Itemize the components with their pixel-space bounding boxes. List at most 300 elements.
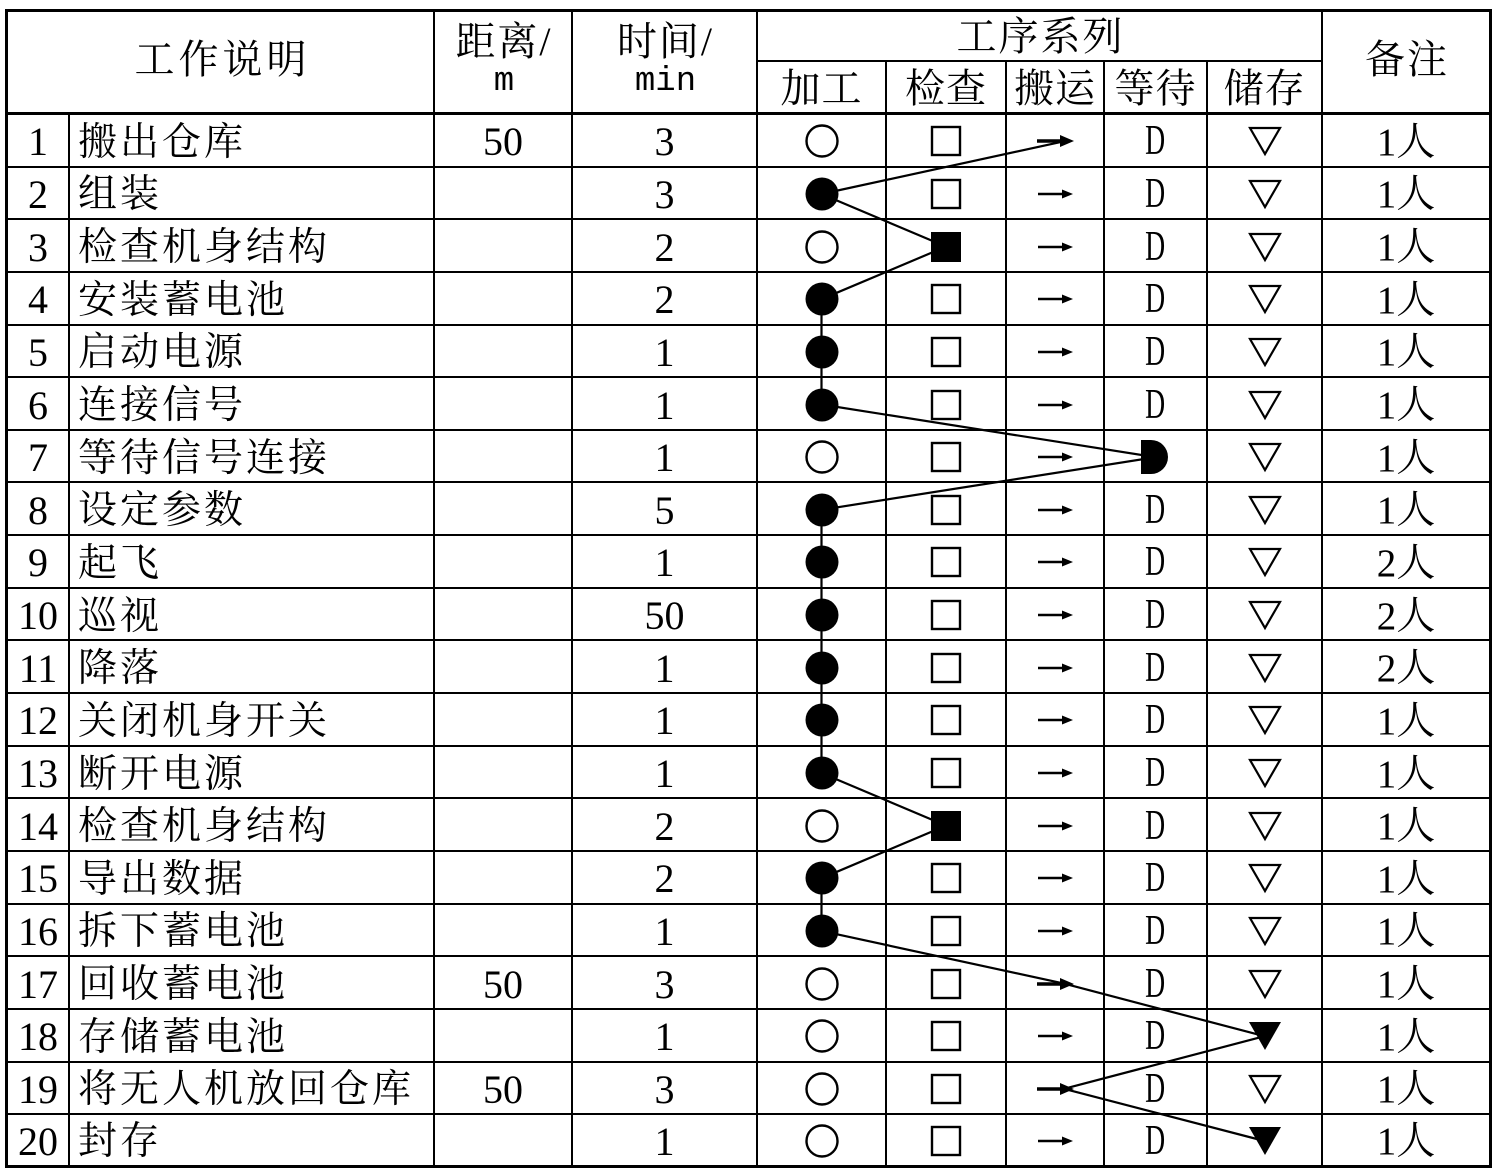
arrow-right-icon [1035, 385, 1075, 425]
time-cell [573, 589, 758, 642]
row-number-text: 4 [28, 277, 48, 323]
storage-cell [1208, 905, 1323, 958]
row-number-text: 17 [18, 961, 58, 1007]
remarks-cell-text: 1人 [1376, 331, 1436, 375]
inspection-cell [887, 273, 1007, 326]
step-description-text: 起飞 [78, 541, 163, 585]
row-number-text: 19 [18, 1066, 58, 1112]
circle-outline-icon [802, 1069, 842, 1109]
circle-outline-icon [802, 806, 842, 846]
time-cell [573, 483, 758, 536]
distance-cell [435, 1115, 573, 1168]
remarks-cell [1323, 641, 1492, 694]
transport-cell [1007, 799, 1105, 852]
process-flow-table [5, 9, 1492, 1168]
transport-cell [1007, 1010, 1105, 1063]
square-outline-icon [926, 385, 966, 425]
operation-cell [758, 589, 887, 642]
step-description [70, 1063, 435, 1116]
square-outline-icon [926, 964, 966, 1004]
delay-cell [1105, 1010, 1208, 1063]
circle-filled-icon [802, 648, 842, 688]
header-delay-text: 等待 [1114, 66, 1197, 111]
header-transport-text: 搬运 [1014, 66, 1096, 111]
square-outline-icon [926, 911, 966, 951]
header-operation-text: 加工 [780, 66, 863, 111]
row-number [8, 483, 70, 536]
remarks-cell [1323, 168, 1492, 221]
triangle-down-outline-icon [1245, 753, 1285, 793]
row-number-text: 14 [18, 803, 58, 849]
remarks-cell [1323, 1115, 1492, 1168]
triangle-down-outline-icon [1245, 490, 1285, 530]
operation-cell [758, 799, 887, 852]
distance-cell [435, 326, 573, 379]
circle-filled-icon [802, 911, 842, 951]
inspection-cell [887, 1063, 1007, 1116]
step-description [70, 1115, 435, 1168]
inspection-cell [887, 483, 1007, 536]
square-outline-icon [926, 279, 966, 319]
time-cell-text: 1 [654, 908, 675, 954]
header-distance-stack [455, 19, 553, 102]
step-description [70, 273, 435, 326]
triangle-down-outline-icon [1245, 385, 1285, 425]
time-cell-text: 3 [654, 119, 675, 165]
time-cell-text: 3 [654, 1066, 675, 1112]
operation-cell [758, 1063, 887, 1116]
square-outline-icon [926, 1016, 966, 1056]
remarks-cell-text: 1人 [1376, 226, 1436, 270]
step-description [70, 747, 435, 800]
row-number-text: 11 [18, 645, 58, 691]
row-number [8, 747, 70, 800]
step-description-text: 设定参数 [78, 489, 247, 533]
distance-cell [435, 483, 573, 536]
storage-cell [1208, 957, 1323, 1010]
inspection-cell [887, 1115, 1007, 1168]
delay-d-glyph: D [1145, 539, 1166, 586]
inspection-cell [887, 168, 1007, 221]
delay-cell [1105, 799, 1208, 852]
operation-cell [758, 1115, 887, 1168]
distance-cell [435, 431, 573, 484]
delay-d-glyph: D [1145, 1117, 1166, 1164]
step-description [70, 431, 435, 484]
transport-cell [1007, 694, 1105, 747]
remarks-cell [1323, 1010, 1492, 1063]
header-job-description-text: 工作说明 [134, 37, 311, 82]
triangle-down-outline-icon [1245, 121, 1285, 161]
circle-filled-icon [802, 700, 842, 740]
distance-cell [435, 1063, 573, 1116]
remarks-cell [1323, 431, 1492, 484]
remarks-cell-text: 1人 [1376, 752, 1436, 796]
step-description [70, 168, 435, 221]
arrow-right-icon [1035, 858, 1075, 898]
arrow-right-icon [1035, 1121, 1075, 1161]
header-job-description [8, 12, 435, 115]
storage-cell [1208, 1115, 1323, 1168]
remarks-cell [1323, 799, 1492, 852]
triangle-down-outline-icon [1245, 332, 1285, 372]
arrow-right-bold-icon [1035, 964, 1075, 1004]
step-description [70, 799, 435, 852]
operation-cell [758, 220, 887, 273]
arrow-right-icon [1035, 332, 1075, 372]
triangle-down-outline-icon [1245, 437, 1285, 477]
delay-d-glyph: D [1145, 644, 1166, 691]
row-number-text: 8 [28, 487, 48, 533]
delay-d-glyph: D [1145, 960, 1166, 1007]
remarks-cell-text: 1人 [1376, 173, 1436, 217]
arrow-right-bold-icon [1035, 121, 1075, 161]
row-number [8, 694, 70, 747]
arrow-right-icon [1035, 437, 1075, 477]
delay-cell [1105, 220, 1208, 273]
arrow-right-icon [1035, 648, 1075, 688]
row-number [8, 378, 70, 431]
header-time-text: 时间/ [616, 19, 715, 64]
row-number-text: 5 [28, 329, 48, 375]
inspection-cell [887, 220, 1007, 273]
header-time-stack [616, 19, 715, 102]
time-cell-text: 2 [654, 277, 675, 323]
circle-filled-icon [802, 595, 842, 635]
row-number [8, 905, 70, 958]
time-cell [573, 905, 758, 958]
time-cell [573, 694, 758, 747]
distance-cell [435, 747, 573, 800]
arrow-right-icon [1035, 227, 1075, 267]
operation-cell [758, 1010, 887, 1063]
square-outline-icon [926, 858, 966, 898]
storage-cell [1208, 115, 1323, 168]
transport-cell [1007, 378, 1105, 431]
arrow-right-icon [1035, 490, 1075, 530]
storage-cell [1208, 852, 1323, 905]
remarks-cell-text: 1人 [1376, 699, 1436, 743]
operation-cell [758, 168, 887, 221]
circle-filled-icon [802, 490, 842, 530]
storage-cell [1208, 641, 1323, 694]
distance-cell [435, 589, 573, 642]
storage-cell [1208, 220, 1323, 273]
storage-cell [1208, 483, 1323, 536]
delay-d-glyph: D [1145, 855, 1166, 902]
row-number [8, 1010, 70, 1063]
step-description-text: 导出数据 [78, 857, 247, 901]
remarks-cell-text: 2人 [1376, 594, 1436, 638]
operation-cell [758, 905, 887, 958]
operation-cell [758, 431, 887, 484]
storage-cell [1208, 1010, 1323, 1063]
distance-cell-text: 50 [483, 961, 523, 1007]
transport-cell [1007, 536, 1105, 589]
remarks-cell-text: 1人 [1376, 857, 1436, 901]
triangle-down-filled-icon [1245, 1016, 1285, 1056]
header-transport [1007, 62, 1105, 115]
storage-cell [1208, 799, 1323, 852]
inspection-cell [887, 431, 1007, 484]
transport-cell [1007, 641, 1105, 694]
distance-cell [435, 957, 573, 1010]
row-number [8, 799, 70, 852]
storage-cell [1208, 168, 1323, 221]
time-cell-text: 1 [654, 435, 675, 481]
delay-cell [1105, 483, 1208, 536]
time-cell-text: 1 [654, 540, 675, 586]
operation-cell [758, 694, 887, 747]
time-cell-text: 5 [654, 487, 675, 533]
distance-cell-text: 50 [483, 1066, 523, 1112]
remarks-cell-text: 1人 [1376, 963, 1436, 1007]
remarks-cell-text: 1人 [1376, 436, 1436, 480]
row-number-text: 2 [28, 171, 48, 217]
delay-d-glyph: D [1145, 907, 1166, 954]
time-cell [573, 747, 758, 800]
operation-cell [758, 747, 887, 800]
step-description [70, 326, 435, 379]
storage-cell [1208, 326, 1323, 379]
circle-filled-icon [802, 542, 842, 582]
circle-filled-icon [802, 174, 842, 214]
remarks-cell [1323, 852, 1492, 905]
delay-cell [1105, 641, 1208, 694]
header-inspection-text: 检查 [905, 66, 987, 111]
storage-cell [1208, 273, 1323, 326]
time-cell [573, 378, 758, 431]
arrow-right-bold-icon [1035, 1069, 1075, 1109]
row-number-text: 3 [28, 224, 48, 270]
distance-cell [435, 115, 573, 168]
inspection-cell [887, 694, 1007, 747]
circle-outline-icon [802, 121, 842, 161]
distance-cell [435, 852, 573, 905]
row-number-text: 12 [18, 698, 58, 744]
row-number [8, 326, 70, 379]
inspection-cell [887, 536, 1007, 589]
delay-d-glyph: D [1145, 1065, 1166, 1112]
step-description [70, 641, 435, 694]
time-cell [573, 1010, 758, 1063]
inspection-cell [887, 1010, 1007, 1063]
row-number [8, 589, 70, 642]
remarks-cell-text: 1人 [1376, 278, 1436, 322]
step-description-text: 组装 [78, 173, 163, 217]
row-number [8, 431, 70, 484]
remarks-cell-text: 1人 [1376, 1068, 1436, 1112]
remarks-cell [1323, 378, 1492, 431]
remarks-cell [1323, 957, 1492, 1010]
row-number-text: 6 [28, 382, 48, 428]
remarks-cell [1323, 273, 1492, 326]
time-cell-text: 2 [654, 856, 675, 902]
arrow-right-icon [1035, 1016, 1075, 1056]
step-description [70, 483, 435, 536]
step-description-text: 安装蓄电池 [78, 278, 289, 322]
delay-cell [1105, 747, 1208, 800]
triangle-down-outline-icon [1245, 542, 1285, 582]
step-description-text: 拆下蓄电池 [78, 910, 289, 954]
storage-cell [1208, 589, 1323, 642]
time-cell [573, 220, 758, 273]
step-description [70, 378, 435, 431]
time-cell [573, 168, 758, 221]
time-cell-text: 1 [654, 1014, 675, 1060]
row-number [8, 220, 70, 273]
delay-cell [1105, 536, 1208, 589]
operation-cell [758, 536, 887, 589]
step-description [70, 905, 435, 958]
inspection-cell [887, 905, 1007, 958]
transport-cell [1007, 747, 1105, 800]
distance-cell [435, 905, 573, 958]
arrow-right-icon [1035, 542, 1075, 582]
delay-d-glyph: D [1145, 381, 1166, 428]
delay-cell [1105, 589, 1208, 642]
triangle-down-outline-icon [1245, 858, 1285, 898]
remarks-cell [1323, 483, 1492, 536]
step-description-text: 关闭机身开关 [78, 699, 331, 743]
transport-cell [1007, 326, 1105, 379]
square-filled-icon [926, 806, 966, 846]
time-cell-text: 1 [654, 329, 675, 375]
circle-outline-icon [802, 964, 842, 1004]
row-number-text: 18 [18, 1014, 58, 1060]
storage-cell [1208, 431, 1323, 484]
step-description-text: 检查机身结构 [78, 805, 331, 849]
remarks-cell [1323, 220, 1492, 273]
transport-cell [1007, 589, 1105, 642]
header-remarks-text: 备注 [1365, 37, 1449, 82]
operation-cell [758, 957, 887, 1010]
row-number [8, 1115, 70, 1168]
time-cell [573, 1063, 758, 1116]
transport-cell [1007, 905, 1105, 958]
operation-cell [758, 378, 887, 431]
triangle-down-filled-icon [1245, 1121, 1285, 1161]
delay-cell [1105, 326, 1208, 379]
arrow-right-icon [1035, 174, 1075, 214]
header-process-series [758, 12, 1323, 62]
row-number-text: 9 [28, 540, 48, 586]
header-inspection [887, 62, 1007, 115]
time-cell [573, 799, 758, 852]
half-circle-filled-icon [1136, 437, 1176, 477]
delay-cell [1105, 905, 1208, 958]
remarks-cell [1323, 694, 1492, 747]
step-description-text: 巡视 [78, 594, 163, 638]
delay-cell [1105, 273, 1208, 326]
arrow-right-icon [1035, 700, 1075, 740]
time-cell [573, 273, 758, 326]
triangle-down-outline-icon [1245, 227, 1285, 267]
remarks-cell-text: 1人 [1376, 120, 1436, 164]
circle-outline-icon [802, 1121, 842, 1161]
row-number [8, 957, 70, 1010]
row-number [8, 168, 70, 221]
square-outline-icon [926, 700, 966, 740]
step-description [70, 220, 435, 273]
time-cell-text: 3 [654, 171, 675, 217]
distance-cell [435, 641, 573, 694]
inspection-cell [887, 641, 1007, 694]
remarks-cell [1323, 1063, 1492, 1116]
delay-cell [1105, 694, 1208, 747]
row-number-text: 20 [18, 1118, 58, 1164]
storage-cell [1208, 378, 1323, 431]
delay-cell [1105, 115, 1208, 168]
square-outline-icon [926, 121, 966, 161]
time-cell [573, 852, 758, 905]
row-number-text: 7 [28, 435, 48, 481]
header-delay [1105, 62, 1208, 115]
row-number-text: 15 [18, 856, 58, 902]
step-description-text: 将无人机放回仓库 [78, 1068, 415, 1112]
step-description [70, 536, 435, 589]
step-description-text: 存储蓄电池 [78, 1015, 289, 1059]
row-number-text: 10 [18, 593, 58, 639]
circle-outline-icon [802, 227, 842, 267]
inspection-cell [887, 957, 1007, 1010]
inspection-cell [887, 589, 1007, 642]
delay-cell [1105, 957, 1208, 1010]
step-description-text: 回收蓄电池 [78, 963, 289, 1007]
operation-cell [758, 115, 887, 168]
distance-cell-text: 50 [483, 119, 523, 165]
square-outline-icon [926, 595, 966, 635]
delay-cell [1105, 852, 1208, 905]
square-outline-icon [926, 174, 966, 214]
step-description [70, 115, 435, 168]
time-cell-text: 2 [654, 224, 675, 270]
triangle-down-outline-icon [1245, 279, 1285, 319]
square-outline-icon [926, 542, 966, 582]
transport-cell [1007, 115, 1105, 168]
time-cell [573, 326, 758, 379]
time-cell-text: 3 [654, 961, 675, 1007]
remarks-cell [1323, 115, 1492, 168]
row-number-text: 16 [18, 908, 58, 954]
distance-cell [435, 378, 573, 431]
time-cell-text: 2 [654, 803, 675, 849]
transport-cell [1007, 957, 1105, 1010]
triangle-down-outline-icon [1245, 595, 1285, 635]
distance-cell [435, 799, 573, 852]
step-description-text: 启动电源 [78, 331, 247, 375]
inspection-cell [887, 799, 1007, 852]
delay-d-glyph: D [1145, 697, 1166, 744]
time-cell [573, 957, 758, 1010]
distance-cell [435, 168, 573, 221]
circle-outline-icon [802, 1016, 842, 1056]
step-description [70, 694, 435, 747]
remarks-cell-text: 1人 [1376, 1120, 1436, 1164]
row-number [8, 852, 70, 905]
time-cell-text: 1 [654, 751, 675, 796]
step-description-text: 降落 [78, 647, 163, 691]
step-description-text: 连接信号 [78, 384, 247, 428]
delay-d-glyph: D [1145, 328, 1166, 375]
circle-outline-icon [802, 437, 842, 477]
header-distance [435, 12, 573, 115]
triangle-down-outline-icon [1245, 700, 1285, 740]
square-outline-icon [926, 1121, 966, 1161]
circle-filled-icon [802, 858, 842, 898]
transport-cell [1007, 220, 1105, 273]
transport-cell [1007, 852, 1105, 905]
